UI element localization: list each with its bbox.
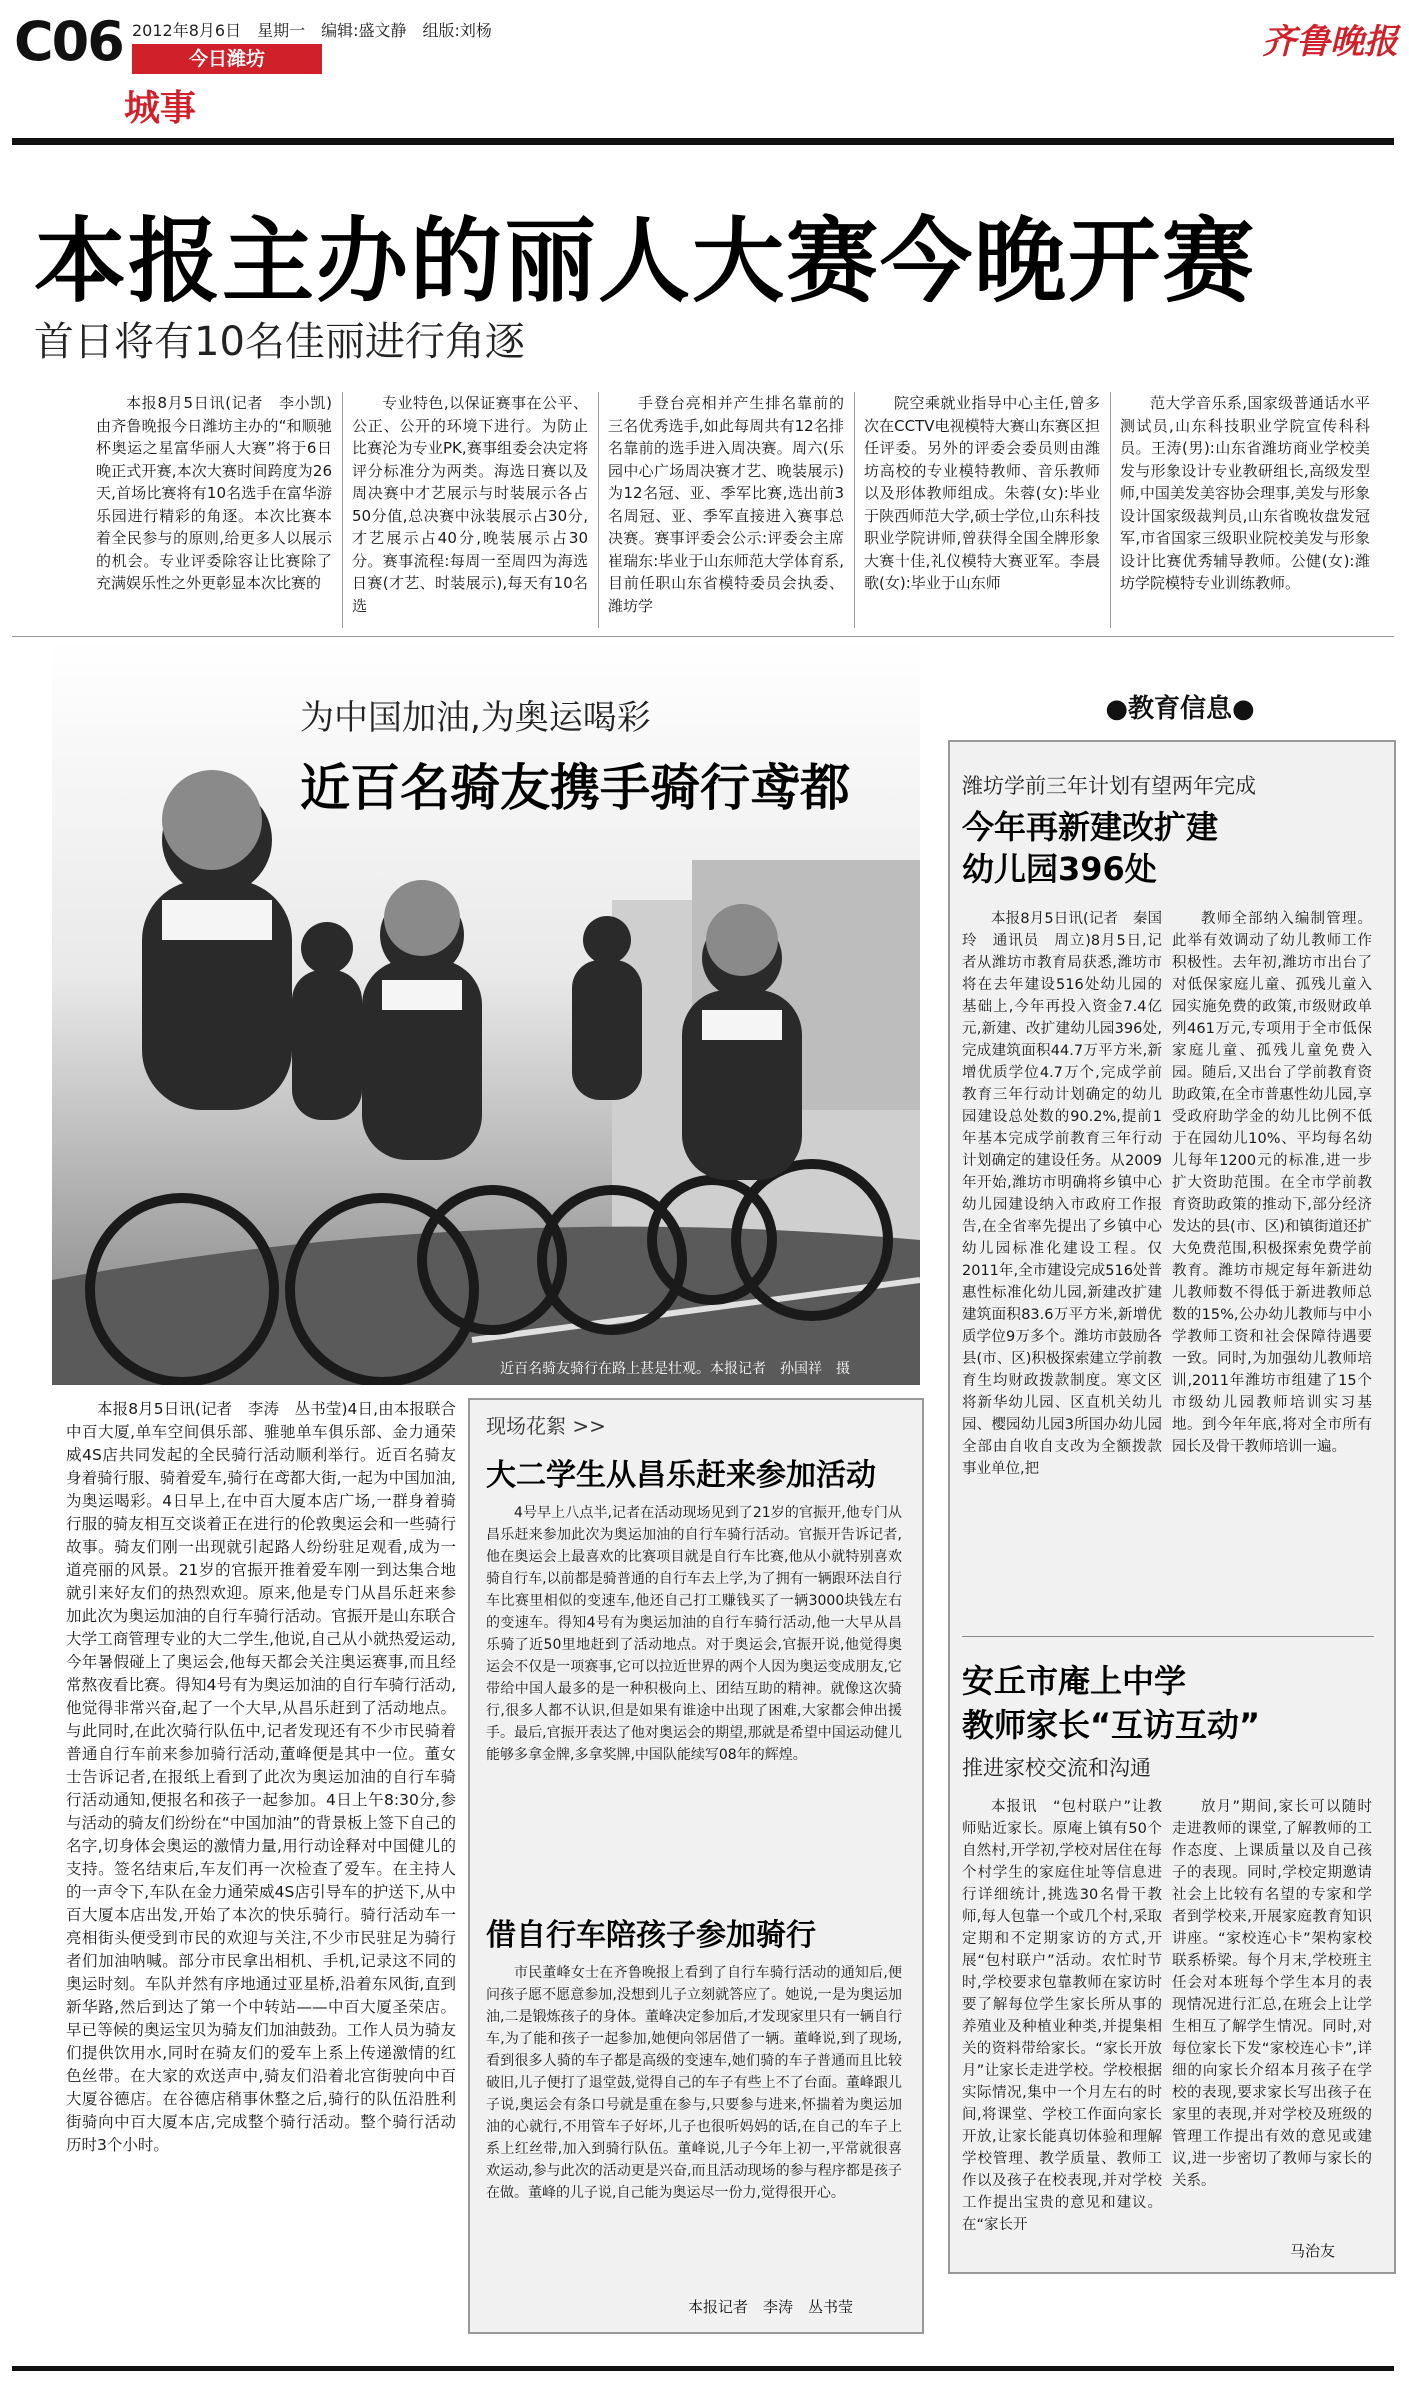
edu-divider (962, 1636, 1374, 1637)
lead-subhead: 首日将有10名佳丽进行角逐 (34, 319, 525, 365)
cycling-headline: 近百名骑友携手骑行鸢都 (300, 759, 850, 817)
edu-story1-col1: 本报8月5日讯(记者 秦国玲 通讯员 周立)8月5日,记者从潍坊市教育局获悉,潍坊市将在去年建设516处幼儿园的基础上,今年再投入资金7.4亿元,新建、改扩建幼儿园396处,完成建筑面积44.7万平方米,新增优质学位4.7万个,完成学前教育三年行动计划确定的幼儿园建设总处数的90.2%,提前1年基本完成学前教育三年行动计划确定的建设任务。从2009年开始,潍坊市明确将乡镇中心幼儿园建设纳入市政府工作报告,在全省率先提出了乡镇中心幼儿园标准化建设工程。仅2011年,全市建设完成516处普惠性标准化幼儿园,新建改扩建建筑面积83.6万平方米,新增优质学位9万多个。潍坊市鼓励各县(市、区)积极探索建立学前教育生均财政拨款制度。寒文区将新华幼儿园、区直机关幼儿园、樱园幼儿园3所国办幼儿园全部由自收自支改为全额拨款事业单位,把 (962, 911, 1162, 1477)
section-tag: 今日潍坊 (132, 44, 322, 74)
edu-story1-col2: 教师全部纳入编制管理。此举有效调动了幼儿教师工作积极性。去年初,潍坊市出台了对低保家庭儿童、孤残儿童入园实施免费的政策,市级财政单列461万元,专项用于全市低保家庭儿童、孤残儿童免费入园。随后,又出台了学前教育资助政策,在全市普惠性幼儿园,享受政府助学金的幼儿比例不低于在园幼儿10%、平均每名幼儿每年1200元的标准,进一步扩大资助范围。在全市学前教育资助政策的推动下,部分经济发达的县(市、区)和镇街道还扩大免费范围,积极探索免费学前教育。潍坊市规定每年新进幼儿教师数不得低于新进教师总数的15%,公办幼儿教师与中小学教师工资和社会保障待遇要一致。同时,为加强幼儿教师培训,2011年潍坊市组建了15个市级幼儿园教师培训实习基地。到今年年底,将对全市所有园长及骨干教师培训一遍。 (1172, 911, 1372, 1455)
page-number: C06 (14, 10, 123, 73)
scene-story1-title: 大二学生从昌乐赶来参加活动 (486, 1458, 876, 1493)
lead-headline: 本报主办的丽人大赛今晚开赛 (34, 208, 1257, 315)
lead-column-2: 专业特色,以保证赛事在公平、公正、公开的环境下进行。为防止比赛沦为专业PK,赛事组委会决定将评分标准分为两类。海选日赛以及周决赛中才艺展示与时装展示各占50分值,总决赛中泳装展示占30分,才艺展示占40分,晚装展示占30分。赛事流程:每周一至周四为海选日赛(才艺、时装展示),每天有10名选 (352, 394, 588, 615)
scene-story1-body: 4号早上八点半,记者在活动现场见到了21岁的官振开,他专门从昌乐赶来参加此次为奥运加油的自行车骑行活动。官振开告诉记者,他在奥运会上最喜欢的比赛项目就是自行车比赛,他从小就特别喜欢骑自行车,以前都是骑普通的自行车去上学,为了拥有一辆跟环法自行车比赛里相似的变速车,他还自己打工赚钱买了一辆3000块钱左右的变速车。得知4号有为奥运加油的自行车骑行活动,他一大早从昌乐骑了近50里地赶到了活动地点。对于奥运会,官振开说,他觉得奥运会不仅是一项赛事,它可以拉近世界的两个人因为奥运变成朋友,它带给中国人最多的是一种积极向上、团结互助的精神。就像这次骑行,很多人都不认识,但是如果有谁途中出现了困难,大家都会伸出援手。最后,官振开表达了他对奥运会的期望,那就是希望中国运动健儿能够多拿金牌,多拿奖牌,中国队能续写08年的辉煌。 (486, 1505, 902, 1763)
lead-column-3: 手登台亮相并产生排名靠前的三名优秀选手,如此每周共有12名排名靠前的选手进入周决赛。周六(乐园中心广场周决赛才艺、晚装展示)为12名冠、亚、季军比赛,选出前3名周冠、亚、季军直接进入赛事总决赛。赛事评委会公示:评委会主席崔瑞东:毕业于山东师范大学体育系,目前任职山东省模特委员会执委、潍坊学 (608, 394, 844, 615)
column-divider (598, 392, 599, 628)
lead-column-4: 院空乘就业指导中心主任,曾多次在CCTV电视模特大赛山东赛区担任评委。另外的评委会委员则由潍坊高校的专业模特教师、音乐教师以及形体教师组成。朱蓉(女):毕业于陕西师范大学,硕士学位,山东科技职业学院讲师,曾获得全国全牌形象大赛十佳,礼仪模特大赛亚军。李晨歌(女):毕业于山东师 (864, 394, 1100, 592)
scene-story2-body: 市民董峰女士在齐鲁晚报上看到了自行车骑行活动的通知后,便问孩子愿不愿意参加,没想到儿子立刻就答应了。她说,一是为奥运加油,二是锻炼孩子的身体。董峰决定参加后,才发现家里只有一辆自行车,为了能和孩子一起参加,她便向邻居借了一辆。董峰说,到了现场,看到很多人骑的车子都是高级的变速车,她们骑的车子普通而且比较破旧,儿子便打了退堂鼓,觉得自己的车子有些上不了台面。董峰跟儿子说,奥运会有条口号就是重在参与,只要参与进来,怀揣着为奥运加油的心就行,不用管车子好坏,儿子也很听妈妈的话,在自己的车子上系上红丝带,加入到骑行队伍。董峰说,儿子今年上初一,平常就很喜欢运动,参与此次的活动更是兴奋,而且活动现场的参与程序都是孩子在做。董峰的儿子说,自己能为奥运尽一份力,觉得很开心。 (486, 1965, 902, 2201)
scene-header: 现场花絮 >> (486, 1414, 606, 1438)
scene-byline: 本报记者 李涛 丛书莹 (688, 2298, 854, 2316)
edu-story1-kicker: 潍坊学前三年计划有望两年完成 (962, 774, 1256, 798)
issue-meta: 2012年8月6日 星期一 编辑:盛文静 组版:刘杨 (132, 21, 492, 40)
column-divider (342, 392, 343, 628)
cycling-kicker: 为中国加油,为奥运喝彩 (300, 698, 651, 738)
section-divider (12, 636, 1394, 637)
edu-story1-title-line2: 幼儿园396处 (962, 850, 1157, 888)
education-label: ●教育信息● (1105, 694, 1255, 724)
edu-story2-byline: 马治友 (1290, 2242, 1336, 2260)
column-divider (854, 392, 855, 628)
edu-story2-col2: 放月”期间,家长可以随时走进教师的课堂,了解教师的工作态度、上课质量以及自己孩子的表现。同时,学校定期邀请社会上比较有名望的专家和学者到学校来,开展家庭教育知识讲座。“家校连心卡”架构家校联系桥梁。每个月末,学校班主任会对本班每个学生本月的表现情况进行汇总,在班会上让学生相互了解学生情况。同时,对每位家长下发“家校连心卡”,详细的向家长介绍本月孩子在学校的表现,要求家长写出孩子在家里的表现,并对学校及班级的管理工作提出有效的意见或建议,进一步密切了教师与家长的关系。 (1172, 1799, 1372, 2189)
cycling-body: 本报8月5日讯(记者 李涛 丛书莹)4日,由本报联合中百大厦,单车空间俱乐部、骓驰单车俱乐部、金力通荣威4S店共同发起的全民骑行活动顺利举行。近百名骑友身着骑行服、骑着爱车,骑行在鸢都大街,一起为中国加油,为奥运喝彩。4日早上,在中百大厦本店广场,一群身着骑行服的骑友相互交谈着正在进行的伦敦奥运会和一些骑行故事。骑友们刚一出现就引起路人纷纷驻足观看,成为一道亮丽的风景。21岁的官振开推着爱车刚一到达集合地就引来好友们的热烈欢迎。原来,他是专门从昌乐赶来参加此次为奥运加油的自行车骑行活动。官振开是山东联合大学工商管理专业的大二学生,他说,自己从小就热爱运动,今年暑假碰上了奥运会,他每天都会关注奥运赛事,而且经常熬夜看比赛。得知4号有为奥运加油的自行车骑行活动,他觉得非常兴奋,起了一个大早,从昌乐赶到了活动地点。与此同时,在此次骑行队伍中,记者发现还有不少市民骑着普通自行车前来参加骑行活动,董峰便是其中一位。董女士告诉记者,在报纸上看到了此次为奥运加油的自行车骑行活动通知,便报名和孩子一起参加。4日上午8:30分,参与活动的骑友们纷纷在“中国加油”的背景板上签下自己的名字,切身体会奥运的激情力量,用行动诠释对中国健儿的支持。签名结束后,车友们再一次检查了爱车。在主持人的一声令下,车队在金力通荣威4S店引导车的护送下,从中百大厦本店出发,开始了本次的快乐骑行。骑行活动车一亮相街头便受到市民的欢迎与关注,不少市民驻足为骑行者们加油呐喊。部分市民拿出相机、手机,记录这不同的奥运时刻。车队并然有序地通过亚星桥,沿着东风街,直到新华路,然后到达了第一个中转站——中百大厦圣荣店。早已等候的奥运宝贝为骑友们加油鼓劲。工作人员为骑友们提供饮用水,同时在骑友们的爱车上系上传递激情的红色丝带。在大家的欢送声中,骑友们沿着北宫街驶向中百大厦谷德店。在谷德店稍事休整之后,骑行的队伍沿胜利街骑向中百大厦本店,完成整个骑行活动。整个骑行活动历时3个小时。 (66, 1400, 456, 2154)
edu-story2-col1: 本报讯 “包村联户”让教师贴近家长。原庵上镇有50个自然村,开学初,学校对居住在每个村学生的家庭住址等信息进行详细统计,挑选30名骨干教师,每人包靠一个或几个村,采取定期和不定期家访的方式,开展“包村联户”活动。农忙时节时,学校要求包靠教师在家访时要了解每位学生家长所从事的养殖业及种植业种类,并提集相关的资料带给家长。“家长开放月”让家长走进学校。学校根据实际情况,集中一个月左右的时间,将课堂、学校工作面向家长开放,让家长能真切体验和理解学校管理、教学质量、教师工作以及孩子在校表现,并对学校工作提出宝贵的意见和建议。在“家长开 (962, 1799, 1162, 2233)
header-rule (12, 138, 1394, 145)
brand-logo: 齐鲁晚报 (1262, 22, 1398, 62)
column-divider (1110, 392, 1111, 628)
lead-column-5: 范大学音乐系,国家级普通话水平测试员,山东科技职业学院宣传科科员。王涛(男):山东省潍坊商业学校美发与形象设计专业教研组长,高级发型师,中国美发美容协会理事,美发与形象设计国家级裁判员,山东省晚妆盘发冠军,市省国家三级职业院校美发与形象设计比赛优秀辅导教师。公健(女):潍坊学院模特专业训练教师。 (1120, 394, 1370, 592)
edu-story2-title-line2: 教师家长“互访互动” (962, 1706, 1261, 1744)
edu-story2-title: 安丘市庵上中学 (962, 1662, 1187, 1700)
section-title: 城事 (124, 87, 197, 129)
lead-column-1: 本报8月5日讯(记者 李小凯)由齐鲁晚报今日潍坊主办的“和顺驰杯奥运之星富华丽人大赛”将于6日晚正式开赛,本次大赛时间跨度为26天,首场比赛将有10名选手在富华游乐园进行精彩的角逐。本次比赛本着全民参与的原则,给更多人以展示的机会。专业评委除容让比赛除了充满娱乐性之外更彰显本次比赛的 (96, 394, 332, 592)
scene-story2-title: 借自行车陪孩子参加骑行 (486, 1918, 816, 1953)
edu-story2-subtitle: 推进家校交流和沟通 (962, 1756, 1151, 1780)
photo-caption: 近百名骑友骑行在路上甚是壮观。本报记者 孙国祥 摄 (500, 1361, 850, 1377)
footer-rule (12, 2366, 1394, 2371)
edu-story1-title: 今年再新建改扩建 (962, 808, 1219, 846)
